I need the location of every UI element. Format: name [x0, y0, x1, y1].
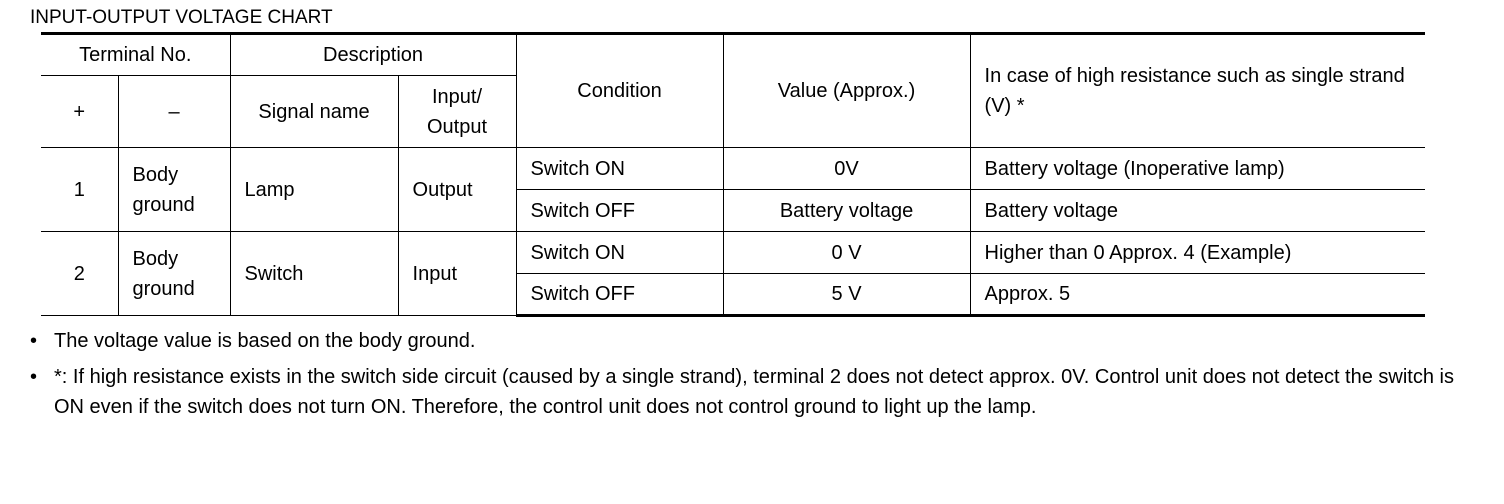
input-output: Input — [398, 232, 516, 316]
note-item — [30, 362, 1470, 422]
condition: Switch ON — [516, 232, 723, 274]
header-terminal-no: Terminal No. — [41, 34, 230, 76]
table-row — [41, 148, 1425, 190]
note-item — [30, 326, 1470, 356]
terminal-plus: 1 — [41, 148, 118, 232]
condition: Switch OFF — [516, 274, 723, 316]
header-value: Value (Approx.) — [723, 34, 970, 148]
high-resistance-value: Battery voltage (Inoperative lamp) — [970, 148, 1425, 190]
value: 0 V — [723, 232, 970, 274]
high-resistance-value: Higher than 0 Approx. 4 (Example) — [970, 232, 1425, 274]
chart-title: INPUT-OUTPUT VOLTAGE CHART — [30, 7, 333, 28]
high-resistance-value: Battery voltage — [970, 190, 1425, 232]
terminal-plus: 2 — [41, 232, 118, 316]
value: 5 V — [723, 274, 970, 316]
terminal-minus-line2: ground — [132, 193, 195, 216]
note-text: *: If high resistance exists in the switch side circuit (caused by a single strand), terminal 2 does not detect approx. 0V. Control unit does not detect the switch is ON even if the switch does not turn ON. Therefore, the control unit does not control ground to light up the lamp. — [54, 366, 1454, 418]
terminal-minus — [118, 148, 230, 232]
input-output: Output — [398, 148, 516, 232]
header-input-output — [398, 76, 516, 148]
notes-list — [30, 326, 1470, 428]
bullet-icon: • — [30, 366, 38, 388]
high-resistance-value: Approx. 5 — [970, 274, 1425, 316]
bullet-icon: • — [30, 330, 38, 352]
value: 0V — [723, 148, 970, 190]
header-input-output-line2: Output — [427, 115, 488, 138]
table-row — [41, 232, 1425, 274]
header-signal-name: Signal name — [230, 76, 398, 148]
header-plus: + — [41, 76, 118, 148]
signal-name: Lamp — [230, 148, 398, 232]
terminal-minus-line1: Body — [132, 163, 179, 186]
header-high-resistance: In case of high resistance such as single strand (V) * — [970, 34, 1425, 148]
header-condition: Condition — [516, 34, 723, 148]
value: Battery voltage — [723, 190, 970, 232]
signal-name: Switch — [230, 232, 398, 316]
header-minus: – — [118, 76, 230, 148]
condition: Switch OFF — [516, 190, 723, 232]
header-description: Description — [230, 34, 516, 76]
terminal-minus-line2: ground — [132, 277, 195, 300]
terminal-minus-line1: Body — [132, 247, 179, 270]
header-row-1 — [41, 34, 1425, 76]
condition: Switch ON — [516, 148, 723, 190]
voltage-table — [41, 32, 1425, 317]
header-input-output-line1: Input/ — [432, 85, 483, 108]
note-text: The voltage value is based on the body ground. — [54, 330, 476, 352]
terminal-minus — [118, 232, 230, 316]
